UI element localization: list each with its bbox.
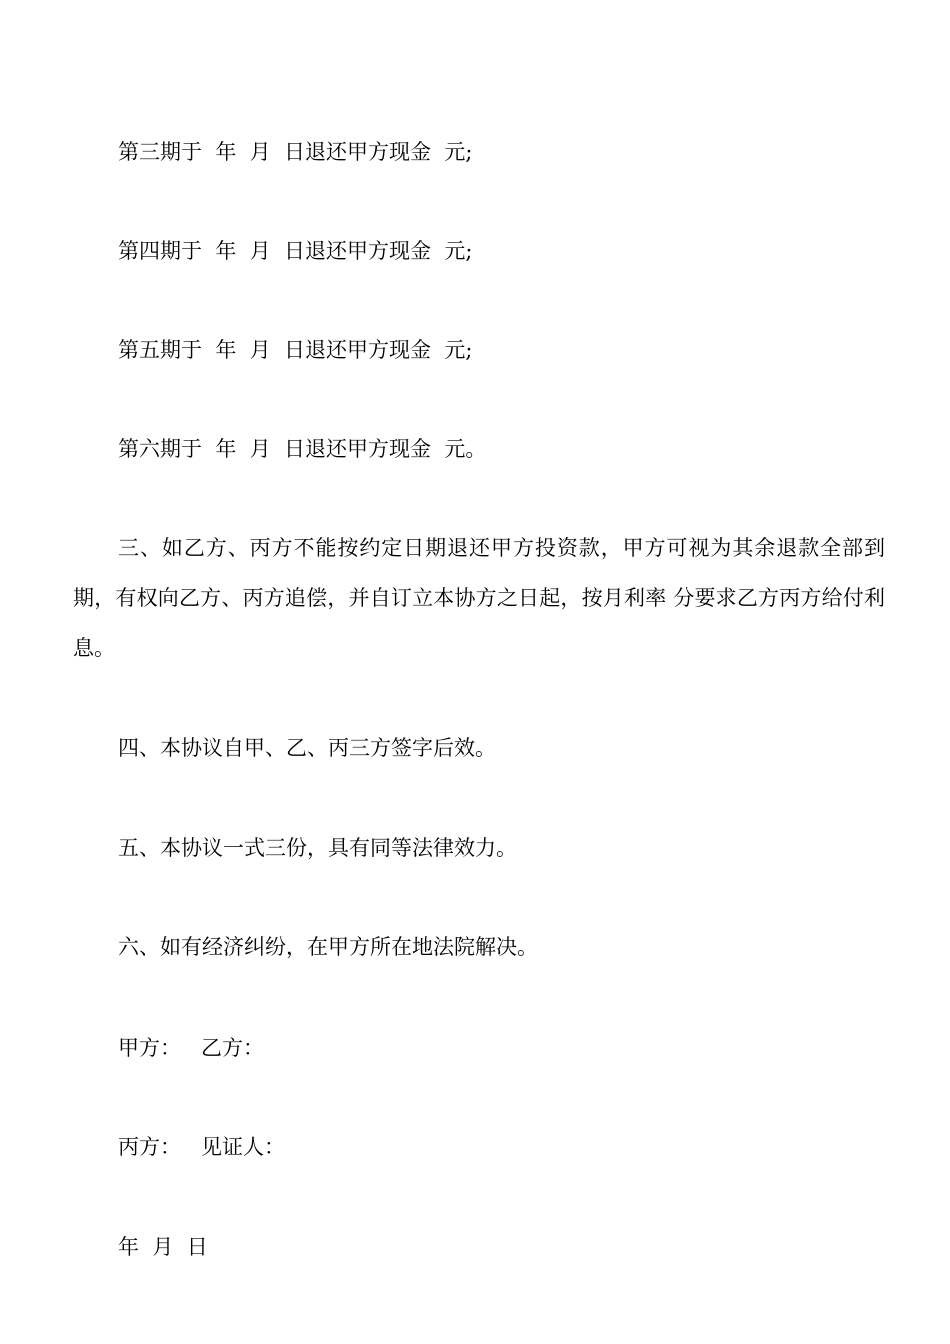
clause-4: 四、本协议自甲、乙、丙三方签字后效。 [118,736,496,760]
date-line: 年 月 日 [118,1235,208,1259]
installment-6: 第六期于 年 月 日退还甲方现金 元。 [118,437,487,461]
clause-3: 三、如乙方、丙方不能按约定日期退还甲方投资款，甲方可视为其余退款全部到期，有权向乙方、丙方追偿，并自订立本协方之日起，按月利率 分要求乙方丙方给付利息。 [73,536,885,660]
installment-5: 第五期于 年 月 日退还甲方现金 元; [118,338,473,362]
installment-3: 第三期于 年 月 日退还甲方现金 元; [118,140,473,164]
signature-party-c-witness: 丙方： 见证人： [118,1135,286,1159]
clause-6: 六、如有经济纠纷，在甲方所在地法院解决。 [118,935,538,959]
installment-4: 第四期于 年 月 日退还甲方现金 元; [118,239,473,263]
clause-5: 五、本协议一式三份，具有同等法律效力。 [118,836,517,860]
signature-party-a-b: 甲方： 乙方： [118,1036,265,1060]
